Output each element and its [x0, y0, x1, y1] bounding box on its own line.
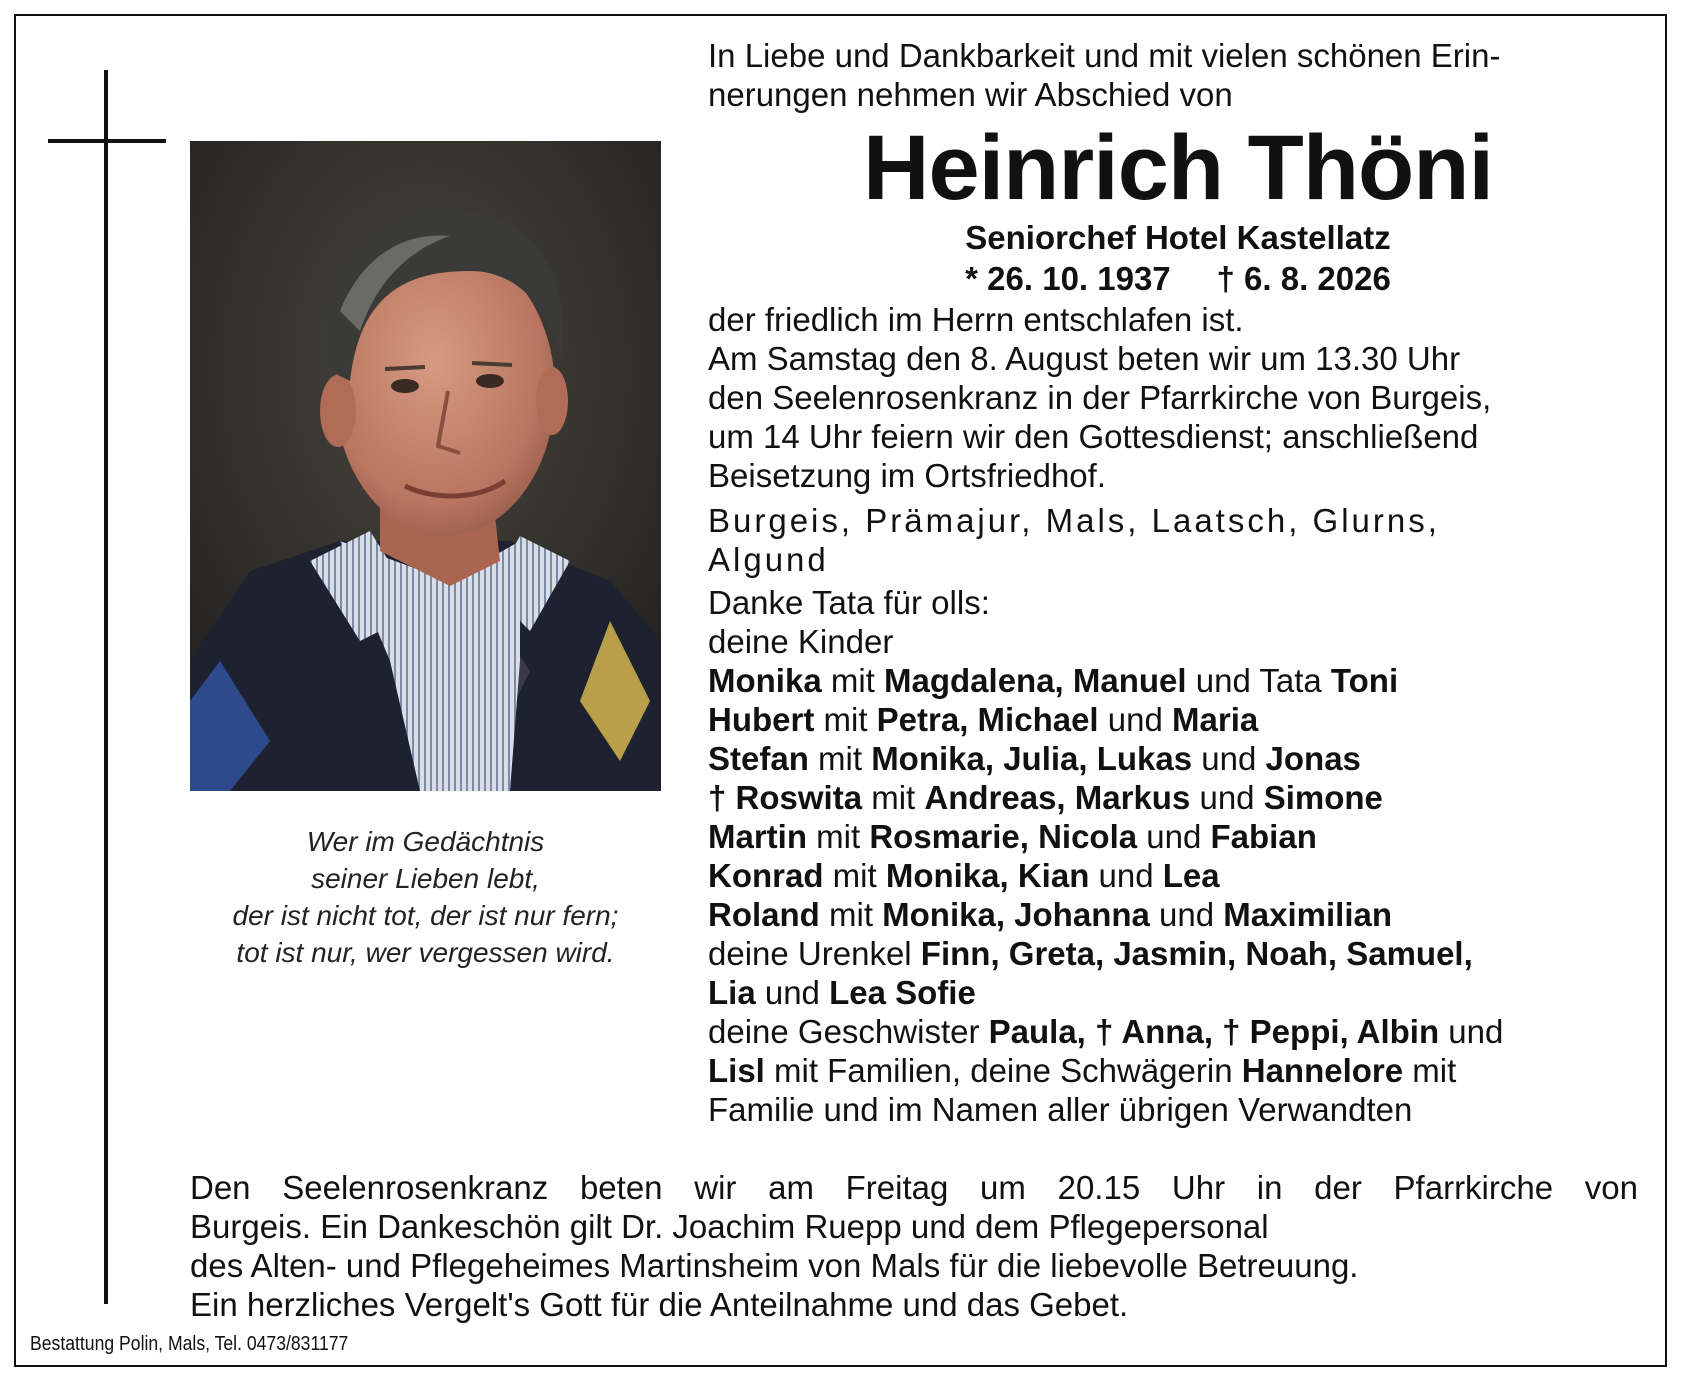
family-text: mit — [807, 818, 870, 855]
family-text: mit — [808, 740, 872, 777]
family-text: und Tata — [1186, 662, 1331, 699]
family-name: Andreas, Markus — [924, 779, 1191, 816]
family-name: Jonas — [1265, 740, 1361, 777]
intro-line: In Liebe und Dankbarkeit und mit vielen schönen Erin- — [708, 37, 1501, 74]
thanks-block — [708, 583, 1648, 661]
places-line: Burgeis, Prämajur, Mals, Laatsch, Glurns, — [708, 502, 1440, 539]
family-list — [708, 661, 1648, 1129]
intro-line: nerungen nehmen wir Abschied von — [708, 76, 1233, 113]
family-text: mit Familien, deine Schwägerin — [764, 1052, 1242, 1089]
closing-line: Ein herzliches Vergelt's Gott für die Anteilnahme und das Gebet. — [190, 1286, 1129, 1323]
family-name: † Roswita — [708, 779, 863, 816]
family-text: und — [1439, 1013, 1504, 1050]
memorial-quote — [190, 823, 661, 971]
family-text: und — [1192, 740, 1266, 777]
family-name: Monika, Kian — [885, 857, 1090, 894]
quote-line: Wer im Gedächtnis — [306, 826, 545, 857]
family-text: und — [1089, 857, 1163, 894]
closing-paragraph — [190, 1168, 1638, 1324]
body-line: Am Samstag den 8. August beten wir um 13.30 Uhr — [708, 340, 1461, 377]
family-name: Konrad — [708, 857, 824, 894]
family-line — [708, 778, 1648, 817]
body-line: um 14 Uhr feiern wir den Gottesdienst; anschließend — [708, 418, 1479, 455]
family-line — [708, 1051, 1648, 1090]
quote-line: seiner Lieben lebt, — [311, 863, 540, 894]
cross-vertical-bar — [104, 70, 108, 1304]
obituary-main-text — [708, 36, 1648, 1129]
family-text: Familie und im Namen aller übrigen Verwandten — [708, 1091, 1413, 1128]
body-line: den Seelenrosenkranz in der Pfarrkirche von Burgeis, — [708, 379, 1492, 416]
family-name: Simone — [1263, 779, 1383, 816]
death-date: † 6. 8. 2026 — [1216, 260, 1391, 297]
family-name: Rosmarie, Nicola — [869, 818, 1138, 855]
closing-line: Burgeis. Ein Dankeschön gilt Dr. Joachim Ruepp und dem Pflegepersonal — [190, 1208, 1269, 1245]
quote-line: der ist nicht tot, der ist nur fern; — [232, 900, 619, 931]
cross-horizontal-bar — [48, 139, 166, 143]
family-text: und — [1149, 896, 1224, 933]
family-name: Finn, Greta, Jasmin, Noah, Samuel, — [920, 935, 1473, 972]
family-line — [708, 895, 1648, 934]
life-dates — [708, 258, 1648, 300]
family-line — [708, 1090, 1648, 1129]
family-name: Maria — [1172, 701, 1259, 738]
closing-line: des Alten- und Pflegeheimes Martinsheim von Mals für die liebevolle Betreuung. — [190, 1247, 1359, 1284]
family-name: Monika, Johanna — [882, 896, 1150, 933]
family-name: Hannelore — [1241, 1052, 1404, 1089]
family-line — [708, 856, 1648, 895]
family-text: und — [755, 974, 830, 1011]
family-line — [708, 1012, 1648, 1051]
family-name: Lisl — [708, 1052, 765, 1089]
quote-line: tot ist nur, wer vergessen wird. — [236, 937, 615, 968]
birth-date: * 26. 10. 1937 — [965, 260, 1171, 297]
family-line — [708, 934, 1648, 973]
family-line — [708, 817, 1648, 856]
family-text: mit — [1403, 1052, 1457, 1089]
family-text: mit — [814, 701, 877, 738]
family-name: Lea — [1162, 857, 1220, 894]
thanks-line: Danke Tata für olls: — [708, 584, 990, 621]
family-line — [708, 700, 1648, 739]
family-text: deine Urenkel — [708, 935, 921, 972]
family-name: Roland — [708, 896, 820, 933]
body-line: Beisetzung im Ortsfriedhof. — [708, 457, 1106, 494]
family-name: Stefan — [708, 740, 809, 777]
family-text: mit — [823, 857, 886, 894]
family-text: mit — [862, 779, 925, 816]
family-name: Magdalena, Manuel — [884, 662, 1187, 699]
family-text: mit — [821, 662, 885, 699]
family-name: Monika, Julia, Lukas — [871, 740, 1193, 777]
family-name: Lea Sofie — [829, 974, 976, 1011]
thanks-line: deine Kinder — [708, 623, 894, 660]
family-text: und — [1098, 701, 1173, 738]
family-text: und — [1137, 818, 1211, 855]
family-name: Martin — [708, 818, 807, 855]
family-name: Lia — [708, 974, 756, 1011]
family-text: und — [1190, 779, 1264, 816]
family-name: Monika — [708, 662, 822, 699]
family-name: Fabian — [1210, 818, 1317, 855]
funeral-home-credit: Bestattung Polin, Mals, Tel. 0473/831177 — [30, 1333, 349, 1355]
body-line: der friedlich im Herrn entschlafen ist. — [708, 301, 1244, 338]
family-name: Maximilian — [1223, 896, 1393, 933]
family-line — [708, 661, 1648, 700]
family-text: mit — [819, 896, 883, 933]
family-line — [708, 739, 1648, 778]
deceased-name: Heinrich Thöni — [863, 117, 1493, 219]
places-list — [708, 501, 1648, 579]
family-name: Toni — [1330, 662, 1399, 699]
closing-line: Den Seelenrosenkranz beten wir am Freitag um 20.15 Uhr in der Pfarrkirche von — [190, 1169, 1638, 1206]
family-line — [708, 973, 1648, 1012]
family-text: deine Geschwister — [708, 1013, 989, 1050]
deceased-title: Seniorchef Hotel Kastellatz — [965, 219, 1391, 256]
family-name: Paula, † Anna, † Peppi, Albin — [988, 1013, 1440, 1050]
family-name: Petra, Michael — [876, 701, 1099, 738]
family-name: Hubert — [708, 701, 815, 738]
places-line: Algund — [708, 541, 829, 578]
portrait-photo — [190, 141, 661, 791]
